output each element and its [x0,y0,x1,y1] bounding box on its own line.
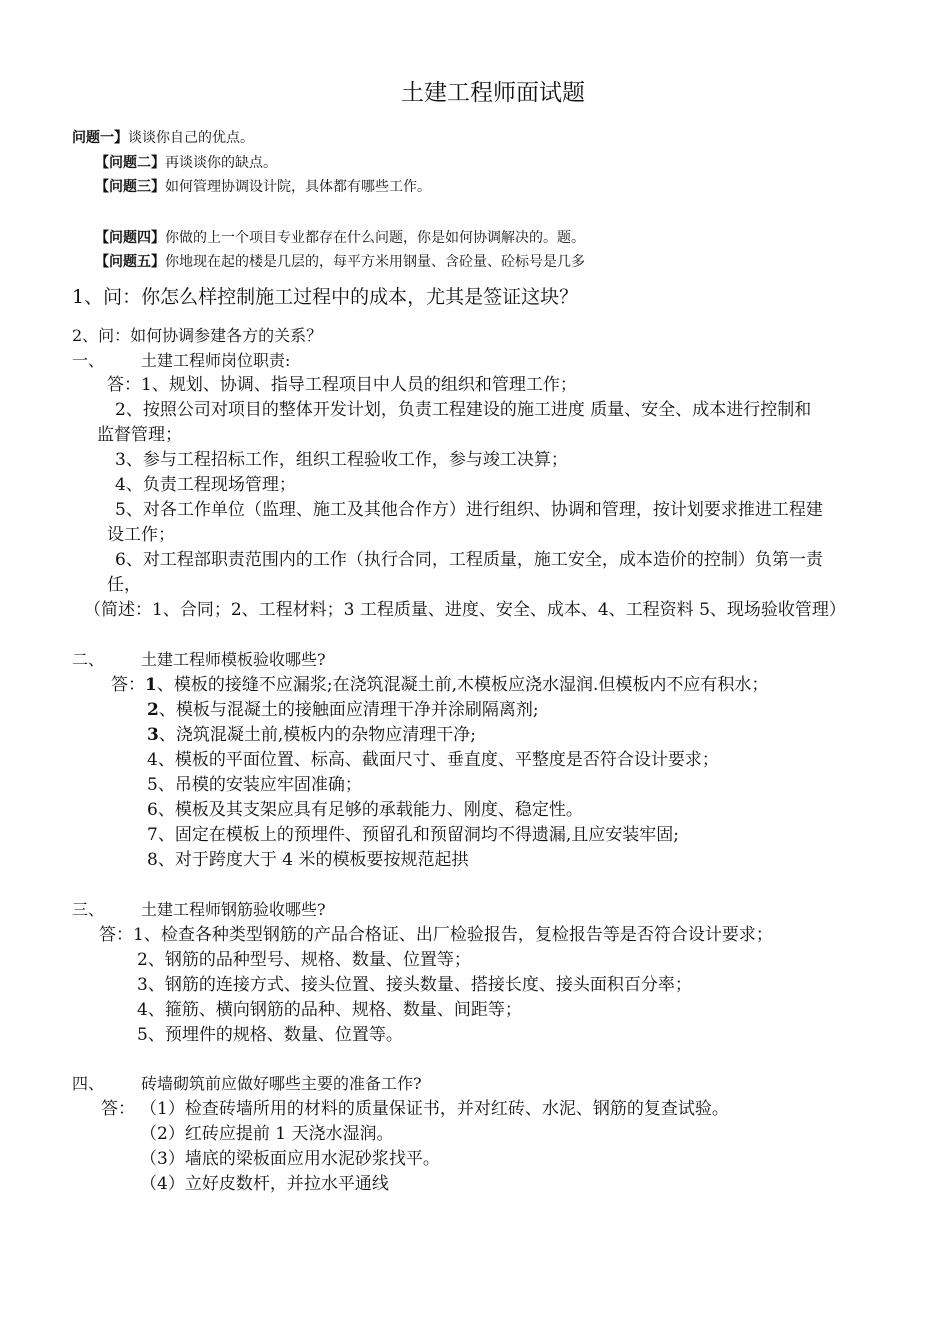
intro-question-4 [95,230,585,247]
intro-question-3 [95,179,431,196]
list-item: （2）红砖应提前 1 天浇水湿润。 [140,1124,394,1144]
list-item: 5、吊模的安装应牢固准确； [147,775,362,795]
list-item: 2、钢筋的品种型号、规格、数量、位置等； [137,950,471,970]
question-coordination: 2、问：如何协调参建各方的关系？ [72,326,323,345]
question-text: 谈谈你自己的优点。 [128,130,254,146]
list-item: 答：1、规划、协调、指导工程项目中人员的组织和管理工作； [107,375,577,395]
list-item: 设工作； [107,525,175,545]
list-item: 3、参与工程招标工作，组织工程验收工作，参与竣工决算； [115,450,568,470]
list-item: （4）立好皮数杆，并拉水平通线 [140,1174,389,1194]
section-title: 土建工程师模板验收哪些? [141,650,326,669]
list-item: 4、箍筋、横向钢筋的品种、规格、数量、间距等； [137,1000,522,1020]
list-item: 5、预埋件的规格、数量、位置等。 [137,1025,403,1045]
item-number: 3 [147,725,159,745]
section-title: 土建工程师钢筋验收哪些? [141,900,326,919]
list-item: 监督管理； [97,425,182,445]
question-label: 【问题三】 [95,179,165,195]
question-label: 【问题二】 [95,155,165,171]
question-text: 如何管理协调设计院，具体都有哪些工作。 [165,179,431,195]
item-number: 1 [145,675,157,695]
item-text: 、模板的接缝不应漏浆;在浇筑混凝土前,木模板应浇水湿润.但模板内不应有积水； [156,675,769,695]
list-item [147,700,539,720]
list-item: 答：1、检查各种类型钢筋的产品合格证、出厂检验报告，复检报告等是否符合设计要求； [99,925,773,945]
question-text: 再谈谈你的缺点。 [165,155,277,171]
answer-prefix: 答： [111,675,145,695]
intro-question-1 [72,130,254,147]
section-number: 三、 [72,900,105,919]
item-text: 、模板与混凝土的接触面应清理干净并涂刷隔离剂; [158,700,539,720]
page-title: 土建工程师面试题 [401,80,585,106]
question-label: 问题一】 [72,130,128,146]
question-text: 你做的上一个项目专业都存在什么问题，你是如何协调解决的。题。 [165,230,585,246]
section-number: 一、 [72,351,105,370]
list-item: 5、对各工作单位（监理、施工及其他合作方）进行组织、协调和管理，按计划要求推进工程建 [115,500,823,520]
question-cost-control: 1、问：你怎么样控制施工过程中的成本，尤其是签证这块？ [72,286,579,308]
question-text: 你地现在起的楼是几层的，每平方米用钢量、含砼量、砼标号是几多 [165,254,585,270]
item-text: 、浇筑混凝土前,模板内的杂物应清理干净; [158,725,476,745]
question-label: 【问题四】 [95,230,165,246]
section-number: 四、 [72,1074,105,1093]
list-item [147,725,476,745]
list-item [111,675,768,695]
list-item: 任， [107,575,141,595]
list-item: （3）墙底的梁板面应用水泥砂浆找平。 [140,1149,440,1169]
section-summary: （简述：1、合同；2、工程材料；3 工程质量、进度、安全、成本、4、工程资料 5、现场验收管理） [84,600,846,620]
list-item: 8、对于跨度大于 4 米的模板要按规范起拱 [147,850,469,870]
list-item: 7、固定在模板上的预埋件、预留孔和预留洞均不得遗漏,且应安装牢固; [147,825,679,845]
section-number: 二、 [72,650,105,669]
section-title: 土建工程师岗位职责: [141,351,291,370]
section-title: 砖墙砌筑前应做好哪些主要的准备工作? [141,1074,422,1093]
list-item: 6、对工程部职责范围内的工作（执行合同，工程质量，施工安全，成本造价的控制）负第一责 [115,550,823,570]
item-number: 2 [147,700,159,720]
answer-prefix: 答： [101,1099,135,1119]
list-item: 2、按照公司对项目的整体开发计划，负责工程建设的施工进度 质量、安全、成本进行控制和 [115,400,812,420]
list-item: 4、负责工程现场管理； [115,475,296,495]
list-item: 6、模板及其支架应具有足够的承载能力、刚度、稳定性。 [147,800,583,820]
question-label: 【问题五】 [95,254,165,270]
list-item: 3、钢筋的连接方式、接头位置、接头数量、搭接长度、接头面积百分率； [137,975,692,995]
intro-question-5 [95,254,585,271]
list-item: 4、模板的平面位置、标高、截面尺寸、垂直度、平整度是否符合设计要求； [147,750,719,770]
list-item: （1）检查砖墙所用的材料的质量保证书，并对红砖、水泥、钢筋的复查试验。 [140,1099,729,1119]
intro-question-2 [95,155,277,172]
